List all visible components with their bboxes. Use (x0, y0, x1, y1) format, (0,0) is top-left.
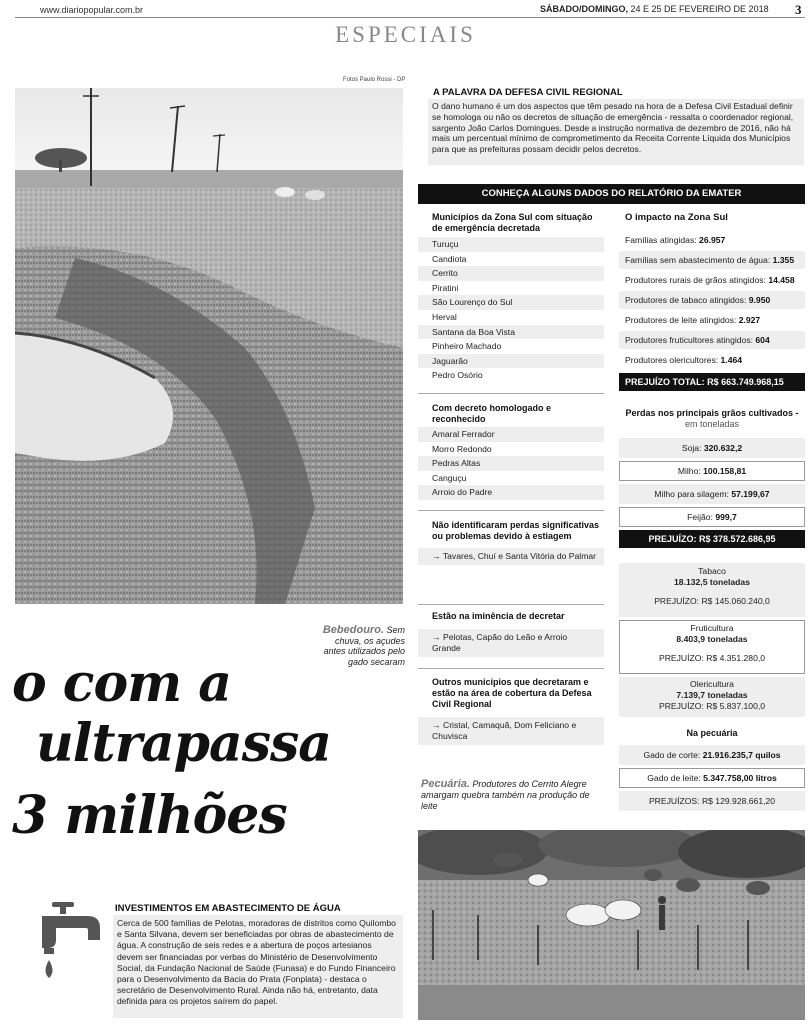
cattle-photo-graphic (418, 830, 805, 1020)
pecuaria-row (619, 745, 805, 765)
homologado-title: Com decreto homologado e reconhecido (432, 403, 552, 424)
list-item: Cerrito (418, 266, 604, 281)
cultura-loss: PREJUÍZO: R$ 5.837.100,0 (658, 701, 766, 711)
cultura-loss: PREJUÍZO: R$ 145.060.240,0 (654, 596, 770, 606)
iminencia-block (418, 611, 604, 657)
list-item: São Lourenço do Sul (418, 295, 604, 310)
impacto-row (619, 331, 805, 349)
iminencia-title: Estão na iminência de decretar (432, 611, 565, 621)
impacto-block (619, 212, 805, 391)
pecuaria-label: Gado de leite: (647, 773, 704, 783)
graos-row (619, 461, 805, 481)
cultura-loss: PREJUÍZO: R$ 4.351.280,0 (658, 653, 766, 663)
list-item: Amaral Ferrador (418, 427, 604, 442)
site-url: www.diariopopular.com.br (40, 5, 144, 15)
pecuaria-caption-lead: Pecuária. (421, 778, 470, 790)
graos-label: Feijão: (687, 512, 716, 522)
faucet-icon (38, 900, 104, 984)
photo-caption-text: Sem chuva, os açudes antes utilizados pelo gado secaram (323, 625, 405, 667)
section-title: ESPECIAIS (335, 22, 476, 47)
impacto-value: 26.957 (699, 235, 726, 245)
list-item: Jaguarão (418, 354, 604, 369)
cultura-tabaco (619, 563, 805, 617)
homologado-block (418, 403, 604, 500)
impacto-row (619, 291, 805, 309)
iminencia-item (418, 629, 604, 657)
pecuaria-caption-text: Produtores do Cerrito Alegre amargam quebra também na produção de leite (421, 779, 590, 811)
impacto-row (619, 271, 805, 289)
investimentos-title: INVESTIMENTOS EM ABASTECIMENTO DE ÁGUA (115, 903, 341, 914)
impacto-value: 9.950 (748, 295, 771, 305)
impacto-label: Produtores de tabaco atingidos: (625, 295, 749, 305)
header-rule (15, 17, 805, 18)
arrow-right-icon: → (432, 551, 443, 561)
drought-photo-graphic (15, 88, 403, 604)
divider (418, 393, 604, 394)
cultura-name: Fruticultura (690, 623, 734, 633)
impacto-label: Produtores olericultores: (625, 355, 721, 365)
cultura-fruticultura (619, 620, 805, 674)
divider (418, 510, 604, 511)
emergencia-title: Municípios da Zona Sul com situação de emergência decretada (432, 212, 593, 233)
graos-unit: em toneladas (684, 419, 740, 429)
graos-value: 320.632,2 (703, 443, 743, 453)
pecuaria-label: Gado de corte: (643, 750, 703, 760)
cultura-amount: 18.132,5 toneladas (674, 577, 750, 587)
cultura-name: Tabaco (698, 566, 726, 576)
iminencia-text: Pelotas, Capão do Leão e Arroio Grande (432, 632, 568, 653)
graos-title-text: Perdas nos principais grãos cultivados - (625, 408, 799, 418)
impacto-label: Famílias sem abastecimento de água: (625, 255, 773, 265)
impacto-value: 1.355 (772, 255, 795, 265)
drought-photo (15, 88, 403, 604)
headline-line-1: o com a (12, 655, 231, 712)
graos-value: 100.158,81 (703, 466, 747, 476)
nao-identificaram-title: Não identificaram perdas significativas ou problemas devido à estiagem (432, 520, 600, 541)
graos-row (619, 507, 805, 527)
impacto-title: O impacto na Zona Sul (625, 212, 728, 223)
impacto-label: Produtores rurais de grãos atingidos: (625, 275, 769, 285)
pecuaria-total: PREJUÍZOS: R$ 129.928.661,20 (619, 791, 805, 811)
list-item: Herval (432, 311, 457, 322)
arrow-right-icon: → (432, 632, 443, 642)
cattle-photo (418, 830, 805, 1020)
pecuaria-value: 5.347.758,00 litros (703, 773, 777, 783)
list-item: Pinheiro Machado (432, 341, 502, 352)
nao-identificaram-text: Tavares, Chuí e Santa Vitória do Palmar (442, 551, 597, 561)
headline-line-3: 3 milhões (12, 787, 287, 844)
dateline-date: 24 E 25 DE FEVEREIRO DE 2018 (628, 4, 769, 14)
dateline (540, 4, 769, 14)
impacto-label: Produtores fruticultores atingidos: (625, 335, 756, 345)
impacto-total: PREJUÍZO TOTAL: R$ 663.749.968,15 (619, 373, 805, 391)
list-item: Pedro Osório (432, 370, 483, 381)
investimentos-text: Cerca de 500 famílias de Pelotas, moradoras de distritos como Quilombo e Santa Silvana, devem ser beneficiadas por obras de abastecimento de água. A construção de seis redes e a abertura de poços artesianos devem ser financiadas por verbas do Ministério de Desenvolvimento Social, da Fundação Nacional de Saúde (Funasa) e do Fundo Financeiro para o Desenvolvimento da Bacia do Prata (Fonplata) - destaca o secretário de Desenvolvimento Rural. Ainda não há, entretanto, data definida para os projetos saírem do papel. (113, 915, 403, 1018)
pecuaria-caption (421, 779, 606, 812)
graos-title (619, 408, 805, 430)
list-item: Santana da Boa Vista (418, 325, 604, 340)
graos-row (619, 484, 805, 504)
list-item: Turuçu (418, 237, 604, 252)
graos-label: Soja: (681, 443, 704, 453)
defesa-title: A PALAVRA DA DEFESA CIVIL REGIONAL (433, 87, 623, 98)
cultura-name: Olericultura (690, 679, 734, 689)
impacto-value: 14.458 (768, 275, 795, 285)
nao-identificaram-block (418, 520, 604, 565)
list-item: Candiota (432, 253, 467, 264)
pecuaria-value: 21.916.235,7 quilos (702, 750, 781, 760)
defesa-text: O dano humano é um dos aspectos que têm pesado na hora de a Defesa Civil Estadual definir se homologa ou não os decretos de situação de emergência - ressalta o coordenador regional, sargento João Carlos Domingues. Desde a instrução normativa de dezembro de 2016, não há mais um percentual mínimo de comprometimento da Receita Corrente Líquida dos Municípios para que as prefeituras possam decidir pelos decretos. (428, 99, 804, 165)
list-item: Morro Redondo (432, 443, 492, 454)
outros-item (418, 717, 604, 745)
headline-line-2: ultrapassa (36, 715, 331, 772)
impacto-value: 2.927 (738, 315, 761, 325)
emergencia-block (418, 212, 604, 383)
cultura-amount: 8.403,9 toneladas (676, 634, 748, 644)
list-item: Arroio do Padre (418, 485, 604, 500)
photo-credit: Fotos Paulo Rossi - DP (343, 77, 406, 83)
impacto-row (619, 351, 805, 369)
arrow-right-icon: → (432, 720, 443, 730)
list-item: Pedras Altas (418, 456, 604, 471)
outros-text: Cristal, Camaquã, Dom Feliciano e Chuvisca (432, 720, 577, 741)
pecuaria-block (619, 728, 805, 811)
outros-title: Outros municípios que decretaram e estão na área de cobertura da Defesa Civil Regional (432, 677, 592, 709)
graos-label: Milho para silagem: (654, 489, 732, 499)
pecuaria-title: Na pecuária (686, 728, 738, 738)
photo-caption-lead: Bebedouro. (322, 624, 384, 636)
list-item: Canguçu (432, 472, 467, 483)
impacto-value: 1.464 (720, 355, 743, 365)
impacto-row (619, 251, 805, 269)
impacto-label: Famílias atingidas: (625, 235, 700, 245)
pecuaria-row (619, 768, 805, 788)
graos-row (619, 438, 805, 458)
impacto-row (619, 311, 805, 329)
page-number: 3 (795, 2, 802, 17)
graos-total: PREJUÍZO: R$ 378.572.686,95 (619, 530, 805, 548)
cultura-olericultura (619, 677, 805, 717)
graos-label: Milho: (677, 466, 704, 476)
divider (418, 604, 604, 605)
impacto-value: 604 (755, 335, 770, 345)
graos-value: 999,7 (715, 512, 737, 522)
list-item: Piratini (432, 282, 459, 293)
outros-block (418, 677, 604, 745)
impacto-row (619, 231, 805, 249)
dateline-weekday: SÁBADO/DOMINGO, (540, 4, 629, 14)
graos-value: 57.199,67 (731, 489, 770, 499)
cultura-amount: 7.139,7 toneladas (676, 690, 748, 700)
graos-block (619, 408, 805, 548)
divider (418, 668, 604, 669)
impacto-label: Produtores de leite atingidos: (625, 315, 739, 325)
emater-title-bar: CONHEÇA ALGUNS DADOS DO RELATÓRIO DA EMATER (418, 184, 805, 204)
nao-identificaram-item (418, 548, 604, 565)
